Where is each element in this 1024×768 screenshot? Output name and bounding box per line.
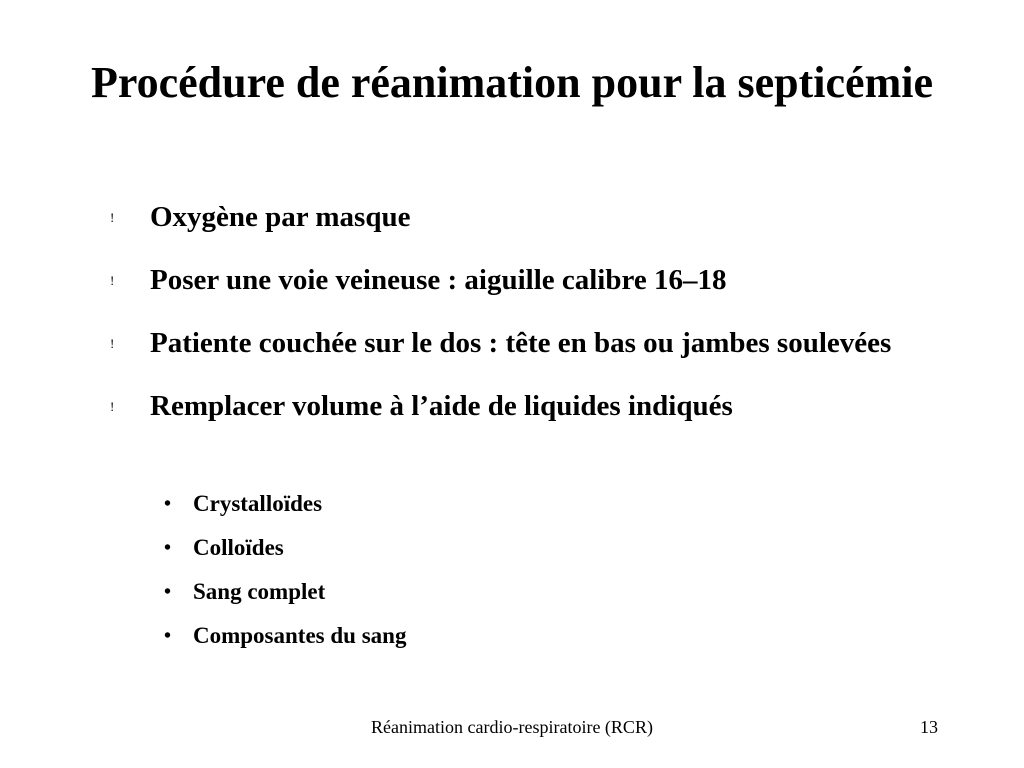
slide-title: Procédure de réanimation pour la septicémie [91, 58, 933, 107]
sub-bullet-text: Composantes du sang [193, 623, 407, 648]
bullet-text: Patiente couchée sur le dos : tête en bas ou jambes soulevées [150, 327, 892, 359]
sub-bullet-marker-icon: • [164, 493, 172, 515]
footer-title: Réanimation cardio-respiratoire (RCR) [371, 717, 653, 737]
bullet-item [110, 322, 950, 364]
sub-bullet-text: Crystalloïdes [193, 491, 323, 516]
sub-bullet-marker-icon: • [164, 625, 172, 647]
bullet-marker-icon: ! [110, 273, 115, 288]
bullet-marker-icon: ! [110, 210, 115, 225]
sub-bullet-text: Colloïdes [193, 535, 284, 560]
bullet-marker-icon: ! [110, 336, 115, 351]
page-number: 13 [920, 717, 938, 737]
sub-bullet-item [164, 532, 964, 564]
sub-bullet-item [164, 488, 964, 520]
bullet-text: Poser une voie veineuse : aiguille calibre 16–18 [150, 264, 727, 296]
bullet-text: Remplacer volume à l’aide de liquides indiqués [150, 390, 733, 422]
sub-bullet-item [164, 620, 964, 652]
bullet-marker-icon: ! [110, 399, 115, 414]
bullet-item [110, 385, 950, 427]
bullet-text: Oxygène par masque [150, 201, 411, 233]
bullet-item [110, 259, 950, 301]
sub-bullet-item [164, 576, 964, 608]
sub-bullet-marker-icon: • [164, 581, 172, 603]
sub-bullet-marker-icon: • [164, 537, 172, 559]
sub-bullet-text: Sang complet [193, 579, 326, 604]
bullet-item [110, 196, 950, 238]
bullet-list [110, 196, 950, 439]
sub-bullet-list [110, 488, 964, 664]
